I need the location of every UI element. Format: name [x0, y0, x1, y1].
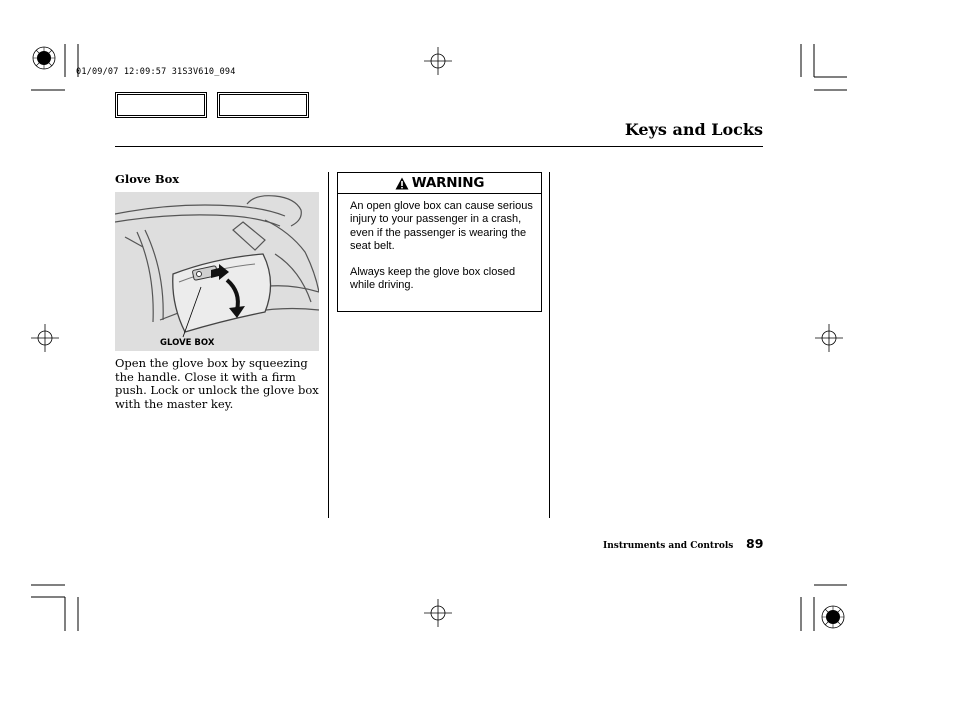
- column-divider-left: [328, 172, 329, 518]
- column-divider-right: [549, 172, 550, 518]
- footer-section: Instruments and Controls: [603, 541, 734, 551]
- glove-box-illustration: [115, 192, 319, 351]
- warning-heading: WARNING: [411, 175, 485, 191]
- header-rule: [115, 146, 763, 147]
- print-stamp: 01/09/07 12:09:57 31S3V610_094: [76, 67, 236, 77]
- body-text: Open the glove box by squeezing the handle. Close it with a firm push. Lock or unlock the glove box with the master key.: [115, 356, 319, 411]
- page-number: 89: [746, 536, 764, 551]
- section-title: Glove Box: [115, 172, 180, 186]
- tab-box-2: [217, 92, 309, 118]
- warning-box: [337, 172, 542, 312]
- warning-header: [338, 173, 541, 194]
- figure-label: GLOVE BOX: [160, 338, 215, 348]
- warning-triangle-icon: [395, 177, 409, 190]
- tab-box-1: [115, 92, 207, 118]
- warning-paragraph-2: Always keep the glove box closed while driving.: [350, 266, 516, 292]
- warning-paragraph-1: An open glove box can cause serious injury to your passenger in a crash, even if the passenger is wearing the seat belt.: [350, 200, 533, 252]
- page-title: Keys and Locks: [624, 120, 763, 139]
